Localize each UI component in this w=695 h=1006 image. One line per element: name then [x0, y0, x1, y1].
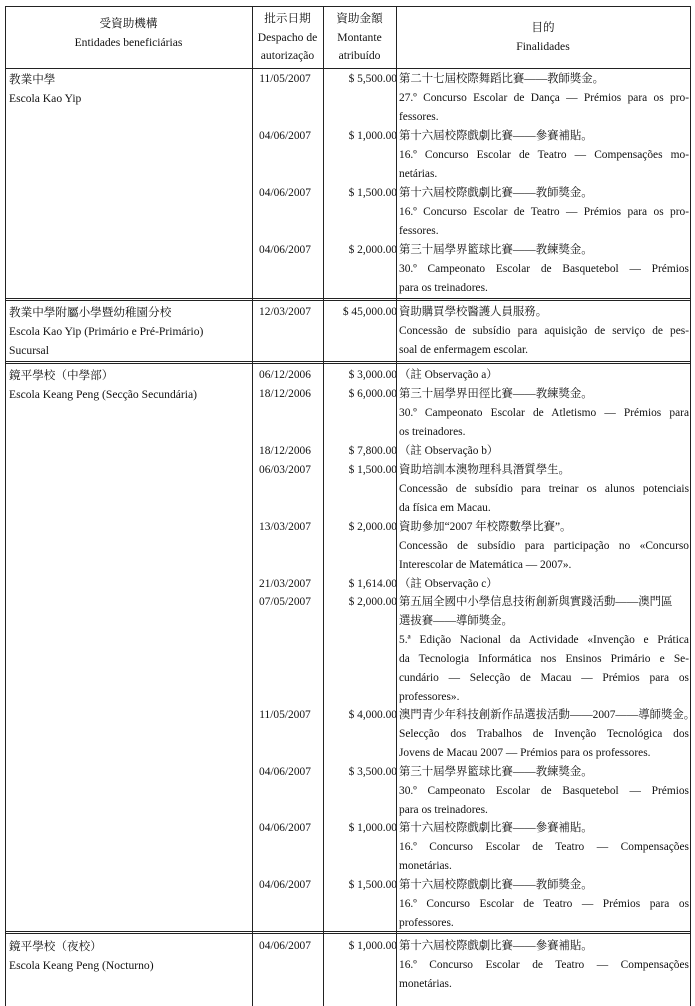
- purpose-line: 第十六屆校際戲劇比賽——教師獎金。: [399, 187, 593, 199]
- entity-name: [9, 937, 249, 975]
- purpose-cell: [399, 127, 689, 180]
- amount-cell: $ 1,614.00: [348, 578, 397, 590]
- table-top-rule: [5, 6, 691, 7]
- entity-name-line: 教業中學附屬小學暨幼稚園分校: [9, 306, 172, 319]
- date-cell: 06/12/2006: [259, 369, 311, 381]
- date-cell: 04/06/2007: [259, 130, 311, 142]
- purpose-line: monetárias.: [399, 860, 452, 872]
- purpose-line: 16.º Concurso Escolar de Teatro — Prémios para os: [399, 898, 689, 910]
- purpose-cell: [399, 706, 695, 759]
- purpose-cell: [399, 593, 689, 703]
- purpose-line: para os treinadores.: [399, 804, 488, 816]
- amount-cell: $ 6,000.00: [348, 388, 397, 400]
- purpose-cell: [399, 461, 689, 514]
- purpose-cell: [399, 937, 689, 990]
- entity-name-line: Escola Kao Yip (Primário e Pré-Primário): [9, 325, 204, 338]
- purpose-line: fessores.: [399, 111, 439, 123]
- amount-cell: $ 1,500.00: [348, 464, 397, 476]
- purpose-line: monetárias.: [399, 978, 452, 990]
- amount-header-pt-line2: atribuído: [338, 49, 381, 62]
- purpose-cell: [399, 366, 689, 385]
- purpose-line: （註 Observação b）: [399, 445, 499, 457]
- column-rule: [323, 6, 324, 1006]
- entity-header-pt: Entidades beneficiárias: [74, 35, 183, 49]
- purpose-line: 16.º Concurso Escolar de Teatro — Prémios para os pro-: [399, 206, 689, 218]
- entity-name-line: Escola Kao Yip: [9, 92, 82, 105]
- purpose-cell: [399, 70, 689, 123]
- date-cell: 12/03/2007: [259, 306, 311, 318]
- purpose-line: fessores.: [399, 225, 439, 237]
- purpose-cell: [399, 303, 689, 356]
- date-cell: 18/12/2006: [259, 445, 311, 457]
- purpose-line: Concessão de subsídio para treinar os alunos potenciais: [399, 483, 689, 495]
- amount-cell: $ 45,000.00: [342, 306, 397, 318]
- entity-name-line: 教業中學: [9, 73, 56, 86]
- amount-cell: $ 1,000.00: [348, 130, 397, 142]
- entity-name-line: Sucursal: [9, 344, 49, 357]
- purpose-line: 16.º Concurso Escolar de Teatro — Compensações: [399, 959, 689, 971]
- column-rule: [690, 6, 691, 1006]
- purpose-cell: [399, 518, 689, 571]
- purpose-line: 30.º Campeonato Escolar de Basquetebol — Prémios: [399, 785, 689, 797]
- column-rule: [252, 6, 253, 1006]
- amount-cell: $ 5,500.00: [348, 73, 397, 85]
- purpose-line: Concessão de subsídio para aquisição de serviço de pes-: [399, 325, 689, 337]
- amount-cell: $ 7,800.00: [348, 445, 397, 457]
- amount-cell: $ 2,000.00: [348, 244, 397, 256]
- amount-header-pt-line1: Montante: [337, 30, 382, 44]
- purpose-line: da física em Macau.: [399, 502, 491, 514]
- amount-header-zh: 資助金額: [336, 12, 383, 25]
- date-column-header: [252, 10, 323, 66]
- grants-table: [5, 6, 695, 1006]
- purpose-line: 5.ª Edição Nacional da Actividade «Invenção e Prática: [399, 634, 689, 646]
- date-cell: 07/05/2007: [259, 596, 311, 608]
- purpose-cell: [399, 876, 689, 929]
- column-rule: [396, 6, 397, 1006]
- amount-cell: $ 4,000.00: [348, 709, 397, 721]
- purpose-line: Concessão de subsídio para participação no «Concurso: [399, 540, 689, 552]
- date-header-pt-line1: Despacho de: [257, 30, 318, 44]
- entity-name: [9, 366, 249, 404]
- entity-name-line: 鏡平學校（中學部）: [9, 369, 114, 382]
- entity-header-zh: 受資助機構: [99, 17, 158, 30]
- purpose-column-header: [396, 19, 690, 56]
- purpose-line: 30.º Campeonato Escolar de Basquetebol — Prémios: [399, 263, 689, 275]
- purpose-line: 16.º Concurso Escolar de Teatro — Compensações: [399, 841, 689, 853]
- amount-cell: $ 2,000.00: [348, 596, 397, 608]
- amount-column-header: [323, 10, 396, 66]
- purpose-cell: [399, 819, 689, 872]
- date-cell: 11/05/2007: [259, 73, 311, 85]
- entity-name-line: 鏡平學校（夜校）: [9, 940, 102, 953]
- purpose-line: 第三十屆學界籃球比賽——教練獎金。: [399, 766, 593, 778]
- amount-cell: $ 1,000.00: [348, 940, 397, 952]
- purpose-cell: [399, 184, 689, 237]
- purpose-line: 選拔賽——導師獎金。: [399, 615, 513, 627]
- date-cell: 04/06/2007: [259, 940, 311, 952]
- purpose-line: （註 Observação c）: [399, 578, 498, 590]
- purpose-line: os treinadores.: [399, 426, 466, 438]
- purpose-line: 30.º Campeonato Escolar de Atletismo — Prémios para: [399, 407, 689, 419]
- purpose-line: professores.: [399, 917, 454, 929]
- date-header-zh: 批示日期: [264, 12, 311, 25]
- group-separator: [5, 298, 691, 299]
- entity-name: [9, 303, 249, 360]
- date-header-pt-line2: autorização: [260, 49, 315, 62]
- date-cell: 06/03/2007: [259, 464, 311, 476]
- date-cell: 11/05/2007: [259, 709, 311, 721]
- purpose-line: 16.º Concurso Escolar de Teatro — Compensações mo-: [399, 149, 689, 161]
- amount-cell: $ 1,500.00: [348, 879, 397, 891]
- date-cell: 18/12/2006: [259, 388, 311, 400]
- purpose-header-pt: Finalidades: [516, 39, 570, 53]
- purpose-line: 第五屆全國中小學信息技術創新與實踐活動——澳門區: [399, 596, 673, 608]
- purpose-header-zh: 目的: [531, 21, 555, 34]
- entity-column-header: [5, 15, 252, 52]
- purpose-line: Jovens de Macau 2007 — Prémios para os professores.: [399, 747, 651, 759]
- group-separator: [5, 361, 691, 362]
- date-cell: 04/06/2007: [259, 244, 311, 256]
- column-rule: [5, 6, 6, 1006]
- amount-cell: $ 3,500.00: [348, 766, 397, 778]
- purpose-line: 第三十屆學界田徑比賽——教練獎金。: [399, 388, 593, 400]
- purpose-line: cundário — Selecção de Macau — Prémios para os: [399, 672, 689, 684]
- entity-name: [9, 70, 249, 108]
- purpose-line: Interescolar de Matemática — 2007».: [399, 559, 572, 571]
- purpose-line: 第十六屆校際戲劇比賽——參賽補貼。: [399, 130, 593, 142]
- purpose-cell: [399, 763, 689, 816]
- purpose-line: 澳門青少年科技創新作品選拔活動——2007——導師獎金。: [399, 709, 695, 721]
- purpose-line: para os treinadores.: [399, 282, 488, 294]
- amount-cell: $ 2,000.00: [348, 521, 397, 533]
- entity-name-line: Escola Keang Peng (Secção Secundária): [9, 388, 197, 401]
- purpose-line: 第二十七屆校際舞蹈比賽——教師獎金。: [399, 73, 605, 85]
- amount-cell: $ 3,000.00: [348, 369, 397, 381]
- purpose-line: Selecção dos Trabalhos de Invenção Tecnológica dos: [399, 728, 689, 740]
- date-cell: 13/03/2007: [259, 521, 311, 533]
- date-cell: 04/06/2007: [259, 766, 311, 778]
- purpose-line: professores».: [399, 691, 460, 703]
- purpose-cell: [399, 442, 689, 461]
- entity-name-line: Escola Keang Peng (Nocturno): [9, 959, 154, 972]
- purpose-cell: [399, 385, 689, 438]
- date-cell: 04/06/2007: [259, 879, 311, 891]
- group-separator: [5, 300, 691, 301]
- purpose-line: 第十六屆校際戲劇比賽——教師獎金。: [399, 879, 593, 891]
- purpose-line: 資助培訓本澳物理科具潛質學生。: [399, 464, 570, 476]
- purpose-line: 第十六屆校際戲劇比賽——參賽補貼。: [399, 822, 593, 834]
- date-cell: 21/03/2007: [259, 578, 311, 590]
- header-rule: [5, 68, 691, 69]
- date-cell: 04/06/2007: [259, 822, 311, 834]
- purpose-line: 第十六屆校際戲劇比賽——參賽補貼。: [399, 940, 593, 952]
- date-cell: 04/06/2007: [259, 187, 311, 199]
- group-separator: [5, 363, 691, 364]
- purpose-cell: [399, 575, 689, 594]
- amount-cell: $ 1,000.00: [348, 822, 397, 834]
- amount-cell: $ 1,500.00: [348, 187, 397, 199]
- purpose-cell: [399, 241, 689, 294]
- purpose-line: 27.º Concurso Escolar de Dança — Prémios para os pro-: [399, 92, 689, 104]
- purpose-line: 資助參加“2007 年校際數學比賽”。: [399, 521, 572, 533]
- purpose-line: da Tecnologia Informática nos Ensinos Primário e Se-: [399, 653, 689, 665]
- group-separator: [5, 933, 691, 934]
- purpose-line: 第三十屆學界籃球比賽——教練獎金。: [399, 244, 593, 256]
- purpose-line: netárias.: [399, 168, 438, 180]
- purpose-line: soal de enfermagem escolar.: [399, 344, 529, 356]
- purpose-line: （註 Observação a）: [399, 369, 498, 381]
- purpose-line: 資助購買學校醫護人員服務。: [399, 306, 548, 318]
